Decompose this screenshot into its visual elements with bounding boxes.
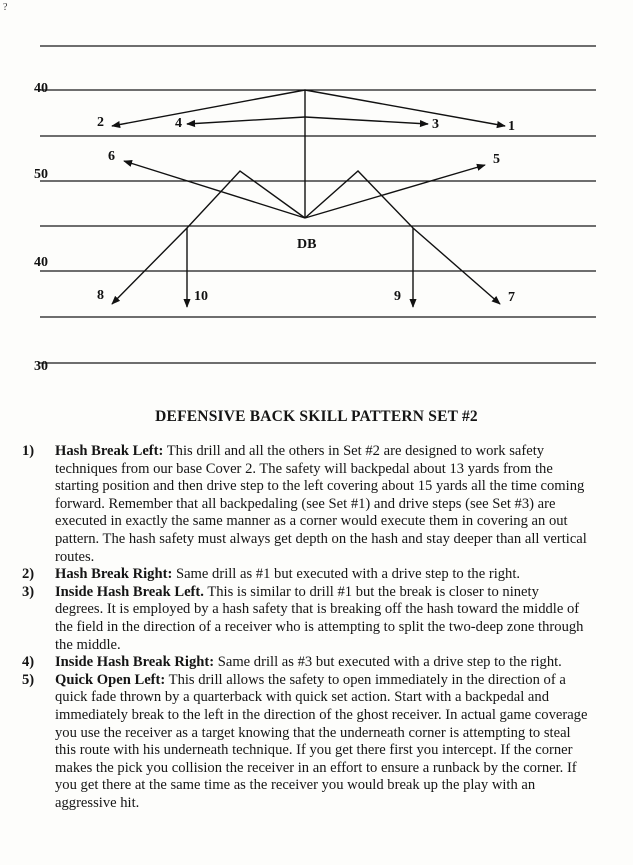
item-marker: 3) xyxy=(22,583,35,600)
list-item xyxy=(22,443,588,566)
list-item xyxy=(22,654,588,672)
item-marker: 4) xyxy=(22,654,35,671)
item-marker: 1) xyxy=(22,443,35,459)
route-diagram xyxy=(0,0,633,380)
item-text: This drill allows the safety to open immediately in the direction of a quick fade thrown by a quarterback with quick set action. Start with a backpedal and immediately break to the left in the direction of the ghost receiver. In actual game coverage you use the receiver as a target knowing that the underneath corner is attempting to steal this route with his underneath technique. If you get there first you intercept. If the corner makes the pick you collision the receiver in an effort to ensure a runback by the corner. If you get there at the same time as the receiver you would break up the play with an aggressive hit. xyxy=(55,671,588,811)
item-heading: Hash Break Left: xyxy=(55,443,164,459)
item-heading: Inside Hash Break Right: xyxy=(55,654,215,671)
route-label-5: 5 xyxy=(493,152,500,167)
item-text: Same drill as #3 but executed with a drive step to the right. xyxy=(214,654,562,671)
item-heading: Quick Open Left: xyxy=(55,671,166,688)
route-1 xyxy=(305,90,505,126)
route-8 xyxy=(112,171,305,304)
player-label-db: DB xyxy=(297,237,317,252)
route-2 xyxy=(112,90,305,126)
list-item xyxy=(22,566,588,584)
item-text: This is similar to drill #1 but the break is closer to ninety degrees. It is employed by a hash safety that is breaking off the hash toward the middle of the field in the direction of a receiver who is attempting to split the two-deep zone through the middle. xyxy=(55,583,584,653)
yard-label-40-bottom: 40 xyxy=(34,255,48,270)
drill-list xyxy=(22,443,588,812)
item-text: This drill and all the others in Set #2 are designed to work safety techniques from our base Cover 2. The safety will backpedal about 13 yards from the starting position and then drive step to the left covering about 15 yards all the time coming forward. Remember that all backpedaling (see Set #1) and drive steps (see Set #3) are executed in exactly the same manner as a corner would execute them in covering an out pattern. The hash safety must always get depth on the hash and stay deeper than all vertical routes. xyxy=(55,443,587,565)
item-heading: Hash Break Right: xyxy=(55,566,173,583)
yard-label-50: 50 xyxy=(34,167,48,182)
page-title: DEFENSIVE BACK SKILL PATTERN SET #2 xyxy=(155,408,478,425)
item-marker: 5) xyxy=(22,671,35,688)
route-label-10: 10 xyxy=(194,289,208,304)
item-text: Same drill as #1 but executed with a drive step to the right. xyxy=(172,566,521,583)
yard-label-40-top: 40 xyxy=(34,81,48,96)
route-7 xyxy=(305,171,500,304)
item-heading: Inside Hash Break Left. xyxy=(55,583,204,600)
yard-label-30: 30 xyxy=(34,359,48,374)
route-label-1: 1 xyxy=(508,119,515,134)
list-item xyxy=(22,584,588,654)
route-6 xyxy=(124,161,305,218)
list-item xyxy=(22,672,588,813)
route-label-9: 9 xyxy=(394,289,401,304)
route-label-8: 8 xyxy=(97,288,104,303)
route-label-4: 4 xyxy=(175,116,182,131)
route-label-3: 3 xyxy=(432,117,439,132)
page-mark: ? xyxy=(3,2,8,13)
route-label-6: 6 xyxy=(108,149,115,164)
item-marker: 2) xyxy=(22,566,35,583)
route-label-2: 2 xyxy=(97,115,104,130)
route-4 xyxy=(187,117,305,124)
route-3 xyxy=(305,117,428,124)
route-label-7: 7 xyxy=(508,290,515,305)
